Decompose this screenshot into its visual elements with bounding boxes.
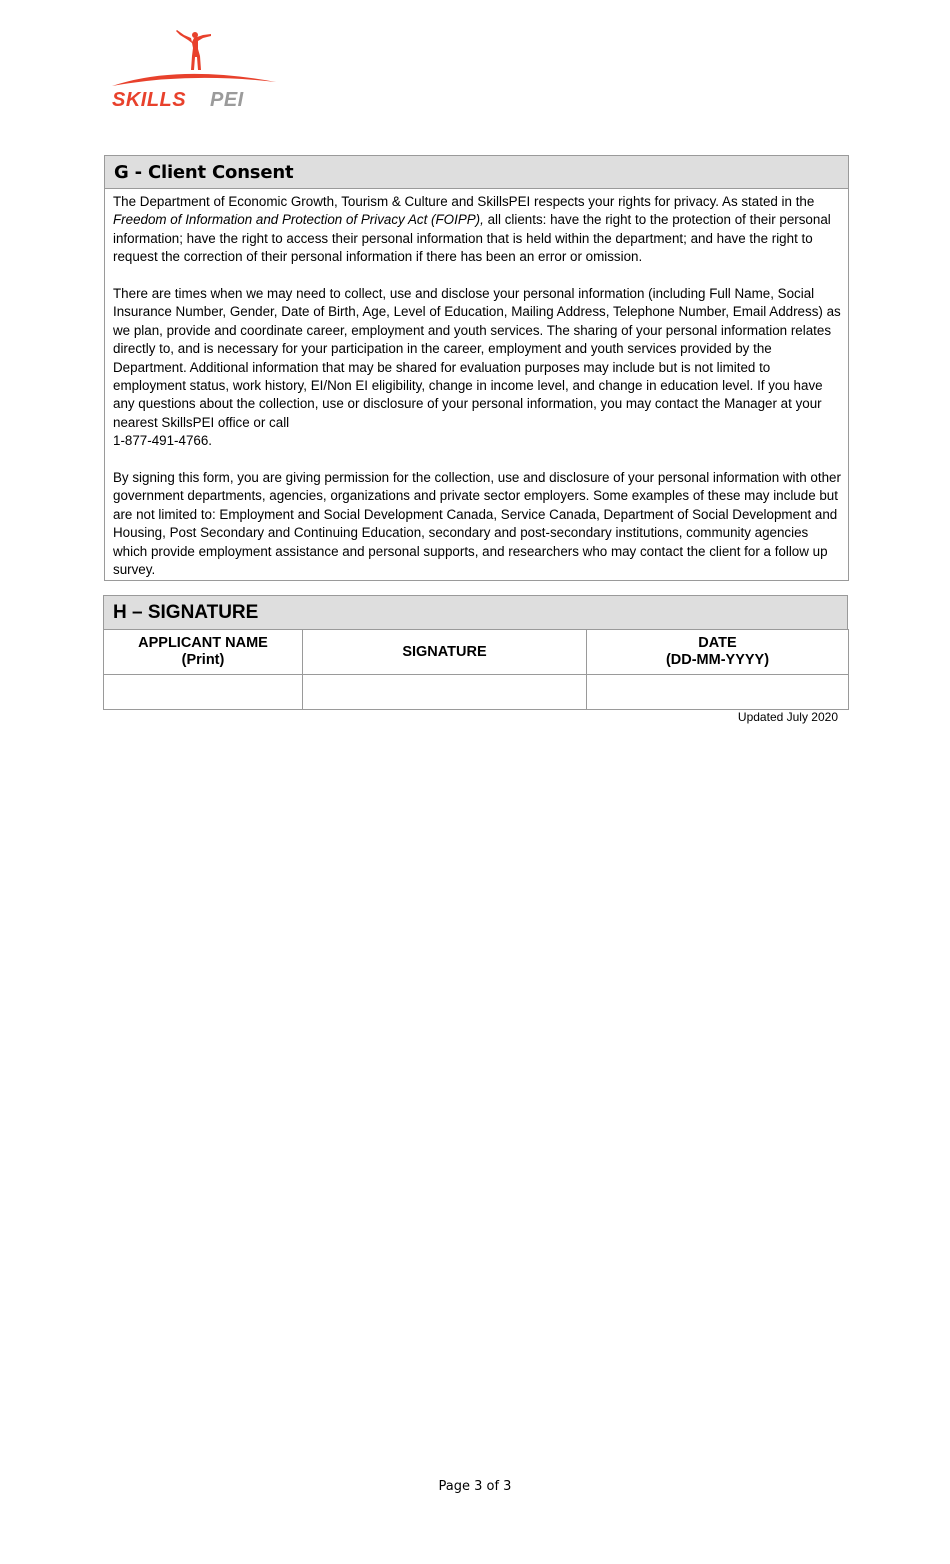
- date-header: DATE (DD-MM-YYYY): [587, 630, 849, 675]
- signature-field[interactable]: [303, 675, 587, 710]
- privacy-rights-paragraph: [113, 193, 842, 267]
- foipp-act-name: Freedom of Information and Protection of Privacy Act (FOIPP),: [113, 212, 484, 228]
- signature-section: [103, 595, 848, 710]
- applicant-name-header: APPLICANT NAME (Print): [104, 630, 303, 675]
- updated-date-note: Updated July 2020: [737, 710, 838, 724]
- p2-text: There are times when we may need to collect, use and disclose your personal information (including Full Name, Social Insurance Number, Gender, Date of Birth, Age, Level of Education, Mailing Address, Telephone Number, Email Address) as we plan, provide and coordinate career, employment and youth services. The sharing of your personal information relates directly to, and is necessary for your participation in the career, employment and youth services provided by the Department. Additional information that may be shared for evaluation purposes may include but is not limited to employment status, work history, EI/Non EI eligibility, change in income level, and change in education level. If you have any questions about the collection, use or disclosure of your personal information, you may contact the Manager at your nearest SkillsPEI office or call: [113, 286, 841, 430]
- page-number: Page 3 of 3: [438, 1479, 512, 1494]
- skillspei-logo: [108, 26, 293, 114]
- client-consent-heading: G - Client Consent: [105, 156, 848, 189]
- signature-table-header-row: [104, 630, 849, 675]
- client-consent-body: [105, 189, 848, 580]
- signature-table: [103, 629, 849, 710]
- logo-graphic: [108, 26, 293, 114]
- signature-table-entry-row: [104, 675, 849, 710]
- p1-text-start: The Department of Economic Growth, Tourism & Culture and SkillsPEI respects your rights for privacy. As stated in the: [113, 194, 815, 209]
- information-sharing-paragraph: [113, 285, 842, 451]
- person-figure-icon: [176, 30, 211, 70]
- client-consent-section: [104, 155, 849, 581]
- contact-phone-number: 1-877-491-4766.: [113, 433, 213, 449]
- logo-text-pei: PEI: [210, 89, 244, 111]
- date-field[interactable]: [587, 675, 849, 710]
- logo-swoosh: [112, 74, 276, 86]
- signature-header: SIGNATURE: [303, 630, 587, 675]
- logo-text-skills: SKILLS: [112, 89, 187, 111]
- p1-text-end: all clients: have the right to the protection of their personal information; have the right to access their personal information that is held within the department; and have the right to request the correction of their personal information if there has been an error or omission.: [113, 212, 831, 265]
- signing-permission-paragraph: By signing this form, you are giving permission for the collection, use and disclosure of your personal information with other government departments, agencies, organizations and private sector employers. Some examples of these may include but are not limited to: Employment and Social Development Canada, Service Canada, Department of Social Development and Housing, Post Secondary and Continuing Education, secondary and post-secondary institutions, community agencies which provide employment assistance and personal supports, and researchers who may contact the client for a follow up survey.: [113, 470, 841, 578]
- applicant-name-field[interactable]: [104, 675, 303, 710]
- signature-heading: H – SIGNATURE: [103, 595, 848, 629]
